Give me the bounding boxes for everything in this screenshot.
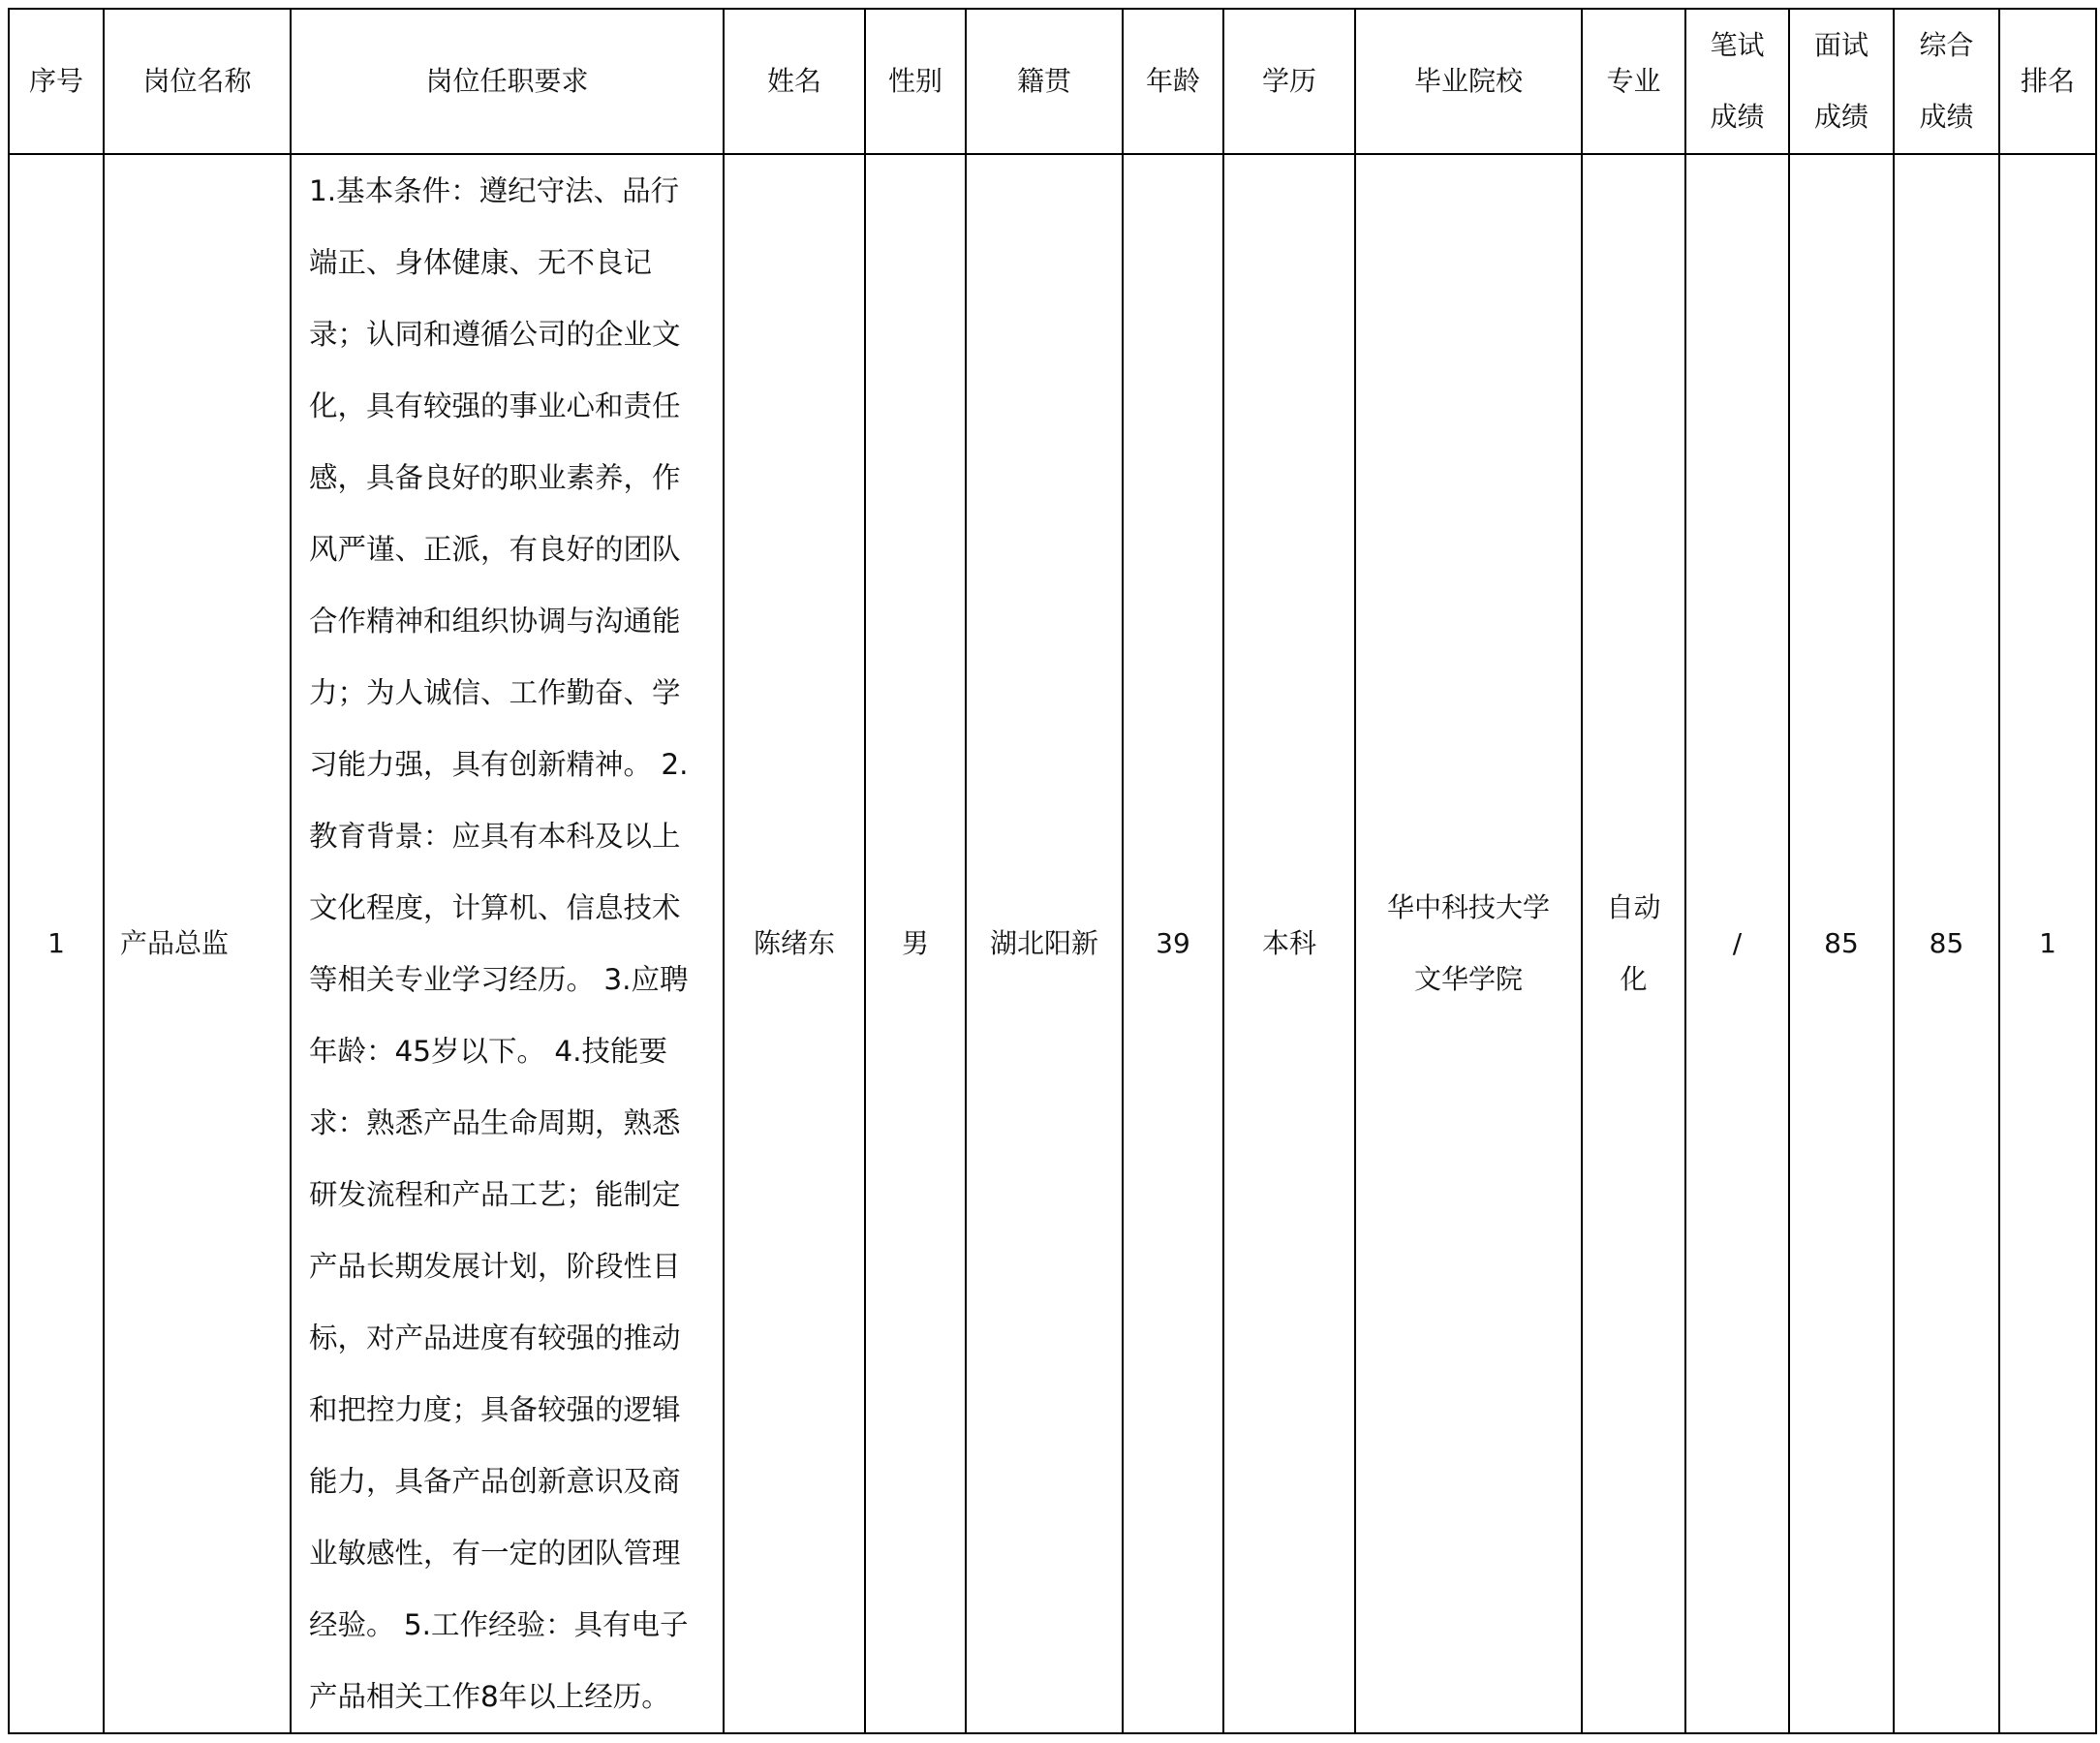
header-origin: 籍贯	[966, 9, 1123, 154]
cell-education: 本科	[1223, 154, 1355, 1733]
cell-age: 39	[1123, 154, 1223, 1733]
cell-seq: 1	[9, 154, 104, 1733]
cell-school-line1: 华中科技大学	[1386, 891, 1550, 923]
header-position: 岗位名称	[104, 9, 291, 154]
cell-written-score: /	[1685, 154, 1789, 1733]
cell-school	[1355, 154, 1582, 1733]
cell-origin: 湖北阳新	[966, 154, 1123, 1733]
header-requirements: 岗位任职要求	[291, 9, 724, 154]
cell-major-line1: 自动	[1606, 891, 1661, 923]
header-written-score	[1685, 9, 1789, 154]
cell-rank: 1	[1999, 154, 2096, 1733]
cell-major-line2: 化	[1620, 963, 1648, 995]
header-written-score-line2: 成绩	[1710, 101, 1765, 133]
cell-major	[1582, 154, 1685, 1733]
header-interview-score-line2: 成绩	[1813, 101, 1868, 133]
header-row	[9, 9, 2096, 154]
header-interview-score-line1: 面试	[1813, 29, 1868, 61]
header-name: 姓名	[724, 9, 865, 154]
cell-requirements: 1.基本条件：遵纪守法、品行端正、身体健康、无不良记录；认同和遵循公司的企业文化，具有较强的事业心和责任感，具备良好的职业素养，作风严谨、正派，有良好的团队合作精神和组织协调与沟通能力；为人诚信、工作勤奋、学习能力强，具有创新精神。 2.教育背景：应具有本科及以上文化程度，计算机、信息技术等相关专业学习经历。 3.应聘年龄：45岁以下。 4.技能要求：熟悉产品生命周期，熟悉研发流程和产品工艺；能制定产品长期发展计划，阶段性目标，对产品进度有较强的推动和把控力度；具备较强的逻辑能力，具备产品创新意识及商业敏感性，有一定的团队管理经验。 5.工作经验：具有电子产品相关工作8年以上经历。	[291, 154, 724, 1733]
header-written-score-line1: 笔试	[1710, 29, 1765, 61]
header-total-score-line2: 成绩	[1919, 101, 1974, 133]
cell-school-line2: 文华学院	[1413, 963, 1523, 995]
header-major: 专业	[1582, 9, 1685, 154]
header-seq: 序号	[9, 9, 104, 154]
header-gender: 性别	[865, 9, 966, 154]
header-total-score	[1894, 9, 1999, 154]
header-rank: 排名	[1999, 9, 2096, 154]
table-body	[9, 154, 2096, 1733]
header-interview-score	[1789, 9, 1894, 154]
header-school: 毕业院校	[1355, 9, 1582, 154]
table-header	[9, 9, 2096, 154]
cell-interview-score: 85	[1789, 154, 1894, 1733]
cell-gender: 男	[865, 154, 966, 1733]
header-age: 年龄	[1123, 9, 1223, 154]
table-row	[9, 154, 2096, 1733]
candidate-table	[8, 8, 2097, 1734]
cell-position: 产品总监	[104, 154, 291, 1733]
cell-name: 陈绪东	[724, 154, 865, 1733]
header-education: 学历	[1223, 9, 1355, 154]
recruitment-results-sheet	[8, 8, 2095, 1732]
header-total-score-line1: 综合	[1919, 29, 1974, 61]
cell-total-score: 85	[1894, 154, 1999, 1733]
